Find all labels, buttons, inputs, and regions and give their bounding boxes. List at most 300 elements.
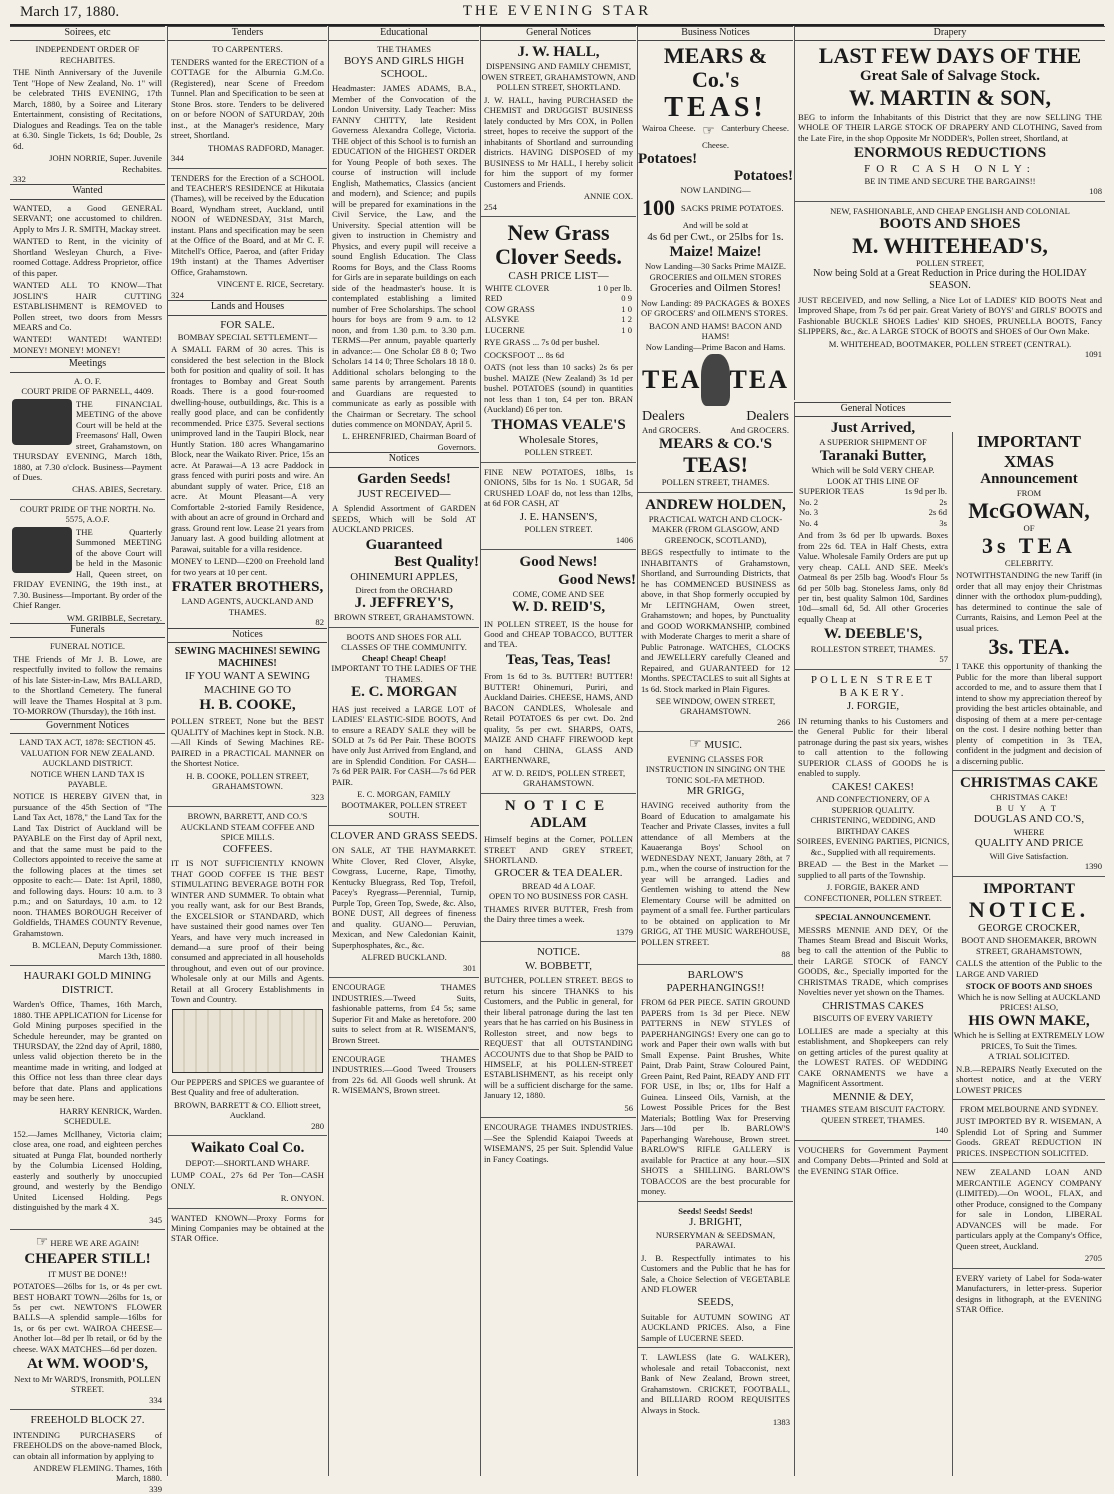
ad-number: 324 <box>171 289 184 300</box>
ad-headline: Potatoes! <box>638 150 698 167</box>
grocers-row <box>642 425 789 435</box>
ad-signature: L. EHRENFRIED, Chairman Board of Governors. <box>342 431 476 452</box>
ad-heading: COME, COME AND SEE <box>512 588 605 599</box>
section-header: Funerals <box>10 623 165 638</box>
ad-heading: LOOK AT THIS LINE OF <box>827 475 919 486</box>
ad-body: VOUCHERS for Government Payment and Company Debts—Printed and Sold at the EVENING STAR Office. <box>798 1144 948 1176</box>
pointing-hand-icon: ☞ <box>35 1235 49 1251</box>
ad-heading: W. BOBBETT, <box>525 959 592 972</box>
ad-body: FROM 6d PER PIECE. SATIN GROUND PAPERS from 1s 3d per Piece. NEW PATTERNS in NEW STYLES of PAPERHANGINGS! Every one can go to work and Paper their own walls with but Small Expense. Paint Brushes, White Paint, Drab Paint, Straw Coloured Paint, Green Paint, Red Paint, READY AND FIT FOR USE, in lbs; or, 1lbs for Half a Guinea. Linseed Oils, Varnish, at the Lowest Possible Prices for the Best Materials; Bottling Wax for Preserving Jars—10d per lb. BARLOW'S Paperhanging Warehouse, Brown street. BARLOW'S RIFLE GALLERY is available for Practice at any hour.—SIX SHOTS a SHILLING. BARLOW'S TOBACCOS are the best procurable for money. <box>641 997 790 1197</box>
ad-number: 140 <box>935 1125 948 1136</box>
ad-heading: QUALITY AND PRICE <box>974 837 1084 850</box>
ad-number: 1379 <box>615 926 633 937</box>
section-header: Wanted <box>10 184 165 199</box>
ad-heading: CAKES! CAKES! <box>831 780 915 793</box>
ad-headline: Garden Seeds! <box>357 470 451 487</box>
ad-heading: Which will be Sold VERY CHEAP. <box>811 465 935 476</box>
ad-number: 334 <box>149 1394 162 1405</box>
ad-text: And GROCERS. <box>642 425 701 436</box>
ad-headline: Maize! Maize! <box>669 243 762 260</box>
ad-heading: CELEBRITY. <box>1004 557 1054 568</box>
ad-body: CALLS the attention of the Public to the LARGE AND VARIED <box>956 958 1102 979</box>
ad-signature: WM. GRIBBLE, Secretary. <box>66 612 162 623</box>
ad-heading: THAMES STEAM BISCUIT FACTORY. QUEEN STREET, THAMES. <box>800 1104 946 1125</box>
ad-heading: TO CARPENTERS. <box>212 44 283 55</box>
ad-headline: W. MARTIN & SON, <box>849 84 1051 110</box>
ad-heading: DISPENSING AND FAMILY CHEMIST, OWEN STREET, GRAHAMSTOWN, AND POLLEN STREET, SHORTLAND. <box>481 61 636 93</box>
ad-headline: 3s. TEA. <box>988 634 1070 660</box>
ad-headline: H. B. COOKE, <box>199 697 296 714</box>
ad-body: BEGS respectfully to intimate to the INHABITANTS of Grahamstown, Shortland, and Surrounding Districts, that he has COMMENCED BUSINESS as above, in that Shop formerly occupied by Mr LEITNGHAM, Owen street, Grahamstown; and hopes, by Punctuality and GOOD WORKMANSHIP, combined with Moderate Charges to merit a share of Public Patronage. WATCHES, CLOCKS and JEWELLERY carefully Cleaned and Repaired, and GUARANTEED for 12 Months. SPECTACLES to suit all Sights at 1s 6d. Stock marked in Plain Figures. <box>641 547 791 694</box>
ad-headline: Best Quality! <box>394 553 479 570</box>
ad-heading: MENNIE & DEY, <box>832 1090 914 1103</box>
ad-headline: Good News! <box>558 571 636 588</box>
ad-heading: J. FORGIE, <box>846 700 900 713</box>
ad-text: Canterbury Cheese. <box>721 123 789 134</box>
tea-price-list <box>795 486 951 528</box>
section-header: Meetings <box>10 357 165 372</box>
ad-body: Our PEPPERS and SPICES we guarantee of Best Quality and free of adulteration. <box>171 1076 324 1098</box>
ad-headline: McGOWAN, <box>968 497 1090 523</box>
ad-body: NEW ZEALAND LOAN AND MERCANTILE AGENCY COMPANY (LIMITED).—On WOOL, FLAX, and other Produce, consigned to the Company for sale in London, LIBERAL ADVANCES will be made. For particulars apply at the Company's Office, Queen street, Auckland. <box>956 1167 1102 1251</box>
ad-body: LOLLIES are made a specialty at this establishment, and Shopkeepers can rely on getting articles of the purest quality at the LOWEST RATES. OF WEDDING CAKE ORNAMENTS we have a Magnificent Assortment. <box>798 1025 948 1089</box>
ad-heading: SPECIAL ANNOUNCEMENT. <box>815 912 931 923</box>
ad-signature: ALFRED BUCKLAND. <box>361 952 447 963</box>
ad-body: ENCOURAGE THAMES INDUSTRIES.—Good Tweed Trousers from 22s 6d. All Goods well shrunk. At R. WISEMAN'S, Brown street. <box>332 1053 476 1096</box>
ad-headline: MEARS & Co.'s <box>663 43 768 93</box>
ad-body: ENCOURAGE THAMES INDUSTRIES.—Tweed Suits, fashionable patterns, from £4 5s; same Superior Fit and Make as heretofore. 200 suits to select from at R. WISEMAN'S, Brown Street. <box>332 982 476 1045</box>
ad-heading: BOOT AND SHOEMAKER, BROWN STREET, GRAHAMSTOWN, <box>961 935 1097 956</box>
ad-number: 266 <box>777 716 790 727</box>
ad-headline: MEARS & CO.'S <box>659 435 772 452</box>
section-header: Notices <box>168 628 327 643</box>
ad-headline: IMPORTANT <box>983 880 1075 897</box>
ad-body: JUST RECEIVED, and now Selling, a Nice Lot of LADIES' KID BOOTS Neat and Improved Shape, from 7s 6d per pair. Great Variety of BOYS' and GIRLS' BOOTS and Fashionable BUCKLE SHOES Ladies' KID SHOES, PRUNELLA BOOTS, Fancy SLIPPERS, &c., &c. A LARGE STOCK of BOOTS and SHOES of Our Own Make. <box>798 294 1102 337</box>
ad-text: And will be sold at <box>682 220 749 231</box>
ad-number: 1383 <box>772 1417 790 1428</box>
ad-heading: J. BRIGHT, <box>689 1216 742 1229</box>
ad-body: LUMP COAL, 27s 6d Per Ton—CASH ONLY. <box>171 1170 324 1191</box>
ad-heading: IT MUST BE DONE!! <box>48 1268 127 1279</box>
ad-heading: Wholesale Stores, <box>518 434 599 447</box>
ad-heading: Direct from the ORCHARD <box>355 584 453 595</box>
ad-headline: FRATER BROTHERS, <box>171 579 324 596</box>
ad-headline: CHRISTMAS CAKE <box>960 775 1098 792</box>
ad-body: NOTWITHSTANDING the new Tariff (in order that all may enjoy their Christmas dinner with the orthodox plum-pudding), has determined to continue the sale of Currants, Raisins, and Lemon Peel at the usual prices. <box>956 570 1102 633</box>
ad-headline: LAST FEW DAYS OF THE <box>818 43 1082 69</box>
ad-headline: Potatoes! <box>733 168 793 185</box>
ad-body: OATS (not less than 10 sacks) 2s 6s per bushel. MAIZE (New Zealand) 3s 1d per bushel. POTATOES (sound) in quantities not less than 1 ton, £4 per ton. BRAN (Auckland) £6 per ton. <box>484 362 633 415</box>
ad-heading: ROLLESTON STREET, THAMES. <box>810 643 936 654</box>
section-header: General Notices <box>795 402 951 417</box>
ad-headline: ENORMOUS REDUCTIONS <box>853 145 1047 162</box>
ad-body: BREAD — the Best in the Market — supplied to all parts of the Township. <box>798 859 948 880</box>
ad-headline: BOOTS AND SHOES <box>879 216 1021 233</box>
issue-date: March 17, 1880. <box>20 4 120 20</box>
ad-heading: COURT PRIDE OF PARNELL, 4409. <box>21 386 154 397</box>
ad-heading: POLLEN STREET, THAMES. <box>661 477 770 488</box>
ad-heading: NOTICE WHEN LAND TAX IS PAYABLE. <box>30 768 145 789</box>
ad-heading: FROM <box>1016 488 1042 499</box>
ad-heading: DEPOT:—SHORTLAND WHARF. <box>185 1157 310 1168</box>
column-5 <box>637 26 793 1476</box>
ad-text: And GROCERS. <box>730 425 789 436</box>
ad-headline: J. JEFFREY'S, <box>354 595 454 612</box>
ad-heading: BISCUITS OF EVERY VARIETY <box>813 1013 933 1024</box>
ad-body: J. W. HALL, having PURCHASED the CHEMIST and DRUGGIST BUSINESS lately conducted by Mrs COX, in Pollen street, hopes to receive the support of the inhabitants of Shortland and surrounding districts. HAVING DISPOSED of my BUSINESS to Mr HALL, I hereby solicit for him the support of my former Customers and Friends. <box>484 94 633 189</box>
list-item: No. 2 2s <box>799 496 947 507</box>
ad-heading: DOUGLAS AND CO.'S, <box>973 813 1085 826</box>
ad-body: HAVING received authority from the Board of Education to amalgamate his Teacher and Private Classes, invites a full attendance of all Members at the Kauaeranga Boys' School on WEDNESDAY NEXT, January 28th, at 7 p.m., when the course of instruction for the year will be arranged. Ladies and Gentlemen wishing to attend the New Elementary Course will be admitted on payment of a small fee. Further particulars to be obtained on application to Mr GRIGG, AT THE MUSIC WAREHOUSE, POLLEN STREET. <box>641 800 790 947</box>
ad-heading: GEORGE CROCKER, <box>977 922 1081 935</box>
ad-heading: Which he is now Selling at AUCKLAND PRICES! ALSO, <box>957 991 1101 1013</box>
teapot-icon <box>701 354 729 406</box>
ad-body: POLLEN STREET, None but the BEST QUALITY of Machines kept in Stock. N.B.—All Kinds of Sewing Machines RE-PAIRED in a PRACTICAL MANNER on the Shortest Notice. <box>171 716 324 769</box>
ad-headline: W. D. REID'S, <box>511 599 606 616</box>
ad-heading: IMPORTANT TO THE LADIES OF THE THAMES. <box>331 663 477 684</box>
ad-heading: BUY AT <box>995 802 1062 813</box>
ad-body: ENCOURAGE THAMES INDUSTRIES.—See the Splendid Kaiapoi Tweeds at WISEMAN'S, 25 per Suit. Splendid Value in Fancy Coatings. <box>484 1122 633 1164</box>
ad-heading: HAURAKI GOLD MINING DISTRICT. <box>23 970 152 996</box>
ad-text: Now Landing—30 Sacks Prime MAIZE. <box>644 261 787 272</box>
ad-number: 56 <box>624 1102 633 1113</box>
ad-heading: Seeds! Seeds! Seeds! <box>678 1205 753 1216</box>
ad-number: 323 <box>311 791 324 802</box>
ad-headline: TEAS! <box>664 91 767 123</box>
ad-body: BUTCHER, POLLEN STREET. BEGS to return his sincere THANKS to his Customers, and the Public in general, for their liberal patronage during the last ten years that he has carried on his Business in Rolleston street, and now begs to REQUEST that all OUTSTANDING ACCOUNTS due to that Shop be PAID to HIMSELF, at his POLLEN-STREET ESTABLISHMENT, as his receipt only will be a sufficient discharge for the same. January 12, 1880. <box>484 975 633 1101</box>
ad-headline: 100 <box>642 194 675 220</box>
ad-heading: J. E. HANSEN'S, <box>519 510 598 523</box>
ad-heading: POLLEN STREET. <box>524 447 593 458</box>
ad-body: MONEY to LEND—£200 on Freehold land for two years at 10 per cent. <box>171 556 324 577</box>
ad-number: 1091 <box>1084 349 1102 360</box>
ad-heading: OHINEMURI APPLES, <box>350 571 458 584</box>
column-6 <box>794 402 951 1476</box>
ad-signature: JOHN NORRIE, Super. Juvenile Rechabites. <box>49 153 162 174</box>
ad-body: THE Ninth Anniversary of the Juvenile Tent "Hope of New Zealand, No. 1" will be celebrated THIS EVENING, 17th March, 1880, by a Soiree and Literary Entertainment, consisting of Recitations, Dialogues and Readings. Tea on the table at 6.30. Single Tickets, 1s 6d; Double, 2s 6d. <box>13 67 162 151</box>
ad-headline: ANDREW HOLDEN, <box>645 496 786 513</box>
ad-headline: HIS OWN MAKE, <box>968 1012 1090 1029</box>
ad-heading: COURT PRIDE OF THE NORTH. No. 5575, A.O.F. <box>19 503 156 525</box>
ad-heading: CHRISTMAS CAKES <box>822 999 924 1012</box>
ad-body: Suitable for AUTUMN SOWING AT AUCKLAND PRICES. Also, a Fine Sample of LUCERNE SEED. <box>641 1311 790 1343</box>
ad-signature: B. MCLEAN, Deputy Commissioner. March 13th, 1880. <box>32 940 162 961</box>
ad-heading: A TRIAL SOLICITED. <box>988 1051 1070 1062</box>
ad-number: 82 <box>315 617 324 628</box>
ad-number: 108 <box>1089 186 1102 197</box>
ad-heading: OPEN TO NO BUSINESS FOR CASH. <box>488 891 629 902</box>
ad-heading <box>638 736 793 753</box>
ad-heading: CHRISTENING, WEDDING, AND BIRTHDAY CAKES <box>810 815 936 836</box>
ad-heading: POLLEN STREET, <box>915 257 985 268</box>
ad-heading: H. B. COOKE, POLLEN STREET, GRAHAMSTOWN. <box>186 770 309 792</box>
ad-number: 344 <box>171 153 184 164</box>
ad-body: WANTED ALL TO KNOW—That JOSLIN'S HAIR CUTTING ESTABLISHMENT is REMOVED to Pollen street, two doors from Messrs MEARS and Co. <box>13 280 162 332</box>
ad-body: 152.—James McIlhaney, Victoria claim; close area, one road, and eighteen perches situated at Punga Flat, bounded northerly by the Columbia Licensed Holding, easterly and southerly by unoccupied ground, and westerly by the Bendigo United Licensed Holding. Pegs distinguished by the mark 4 X. <box>13 1128 162 1213</box>
ad-headline: Clover Seeds. <box>495 244 622 270</box>
ad-body: Now Landing: 89 PACKAGES & BOXES OF GROCERS' and OILMEN'S STORES. <box>641 297 790 319</box>
ad-heading: SEEDS, <box>697 1296 734 1309</box>
ad-heading: NURSERYMAN & SEEDSMAN, PARAWAI. <box>655 1229 776 1251</box>
ad-text: Wairoa Cheese. <box>642 123 696 134</box>
pointing-hand-icon: ☞ <box>689 737 702 753</box>
section-header: Soirees, etc <box>10 26 165 41</box>
ad-headline: Taranaki Butter, <box>819 447 927 464</box>
ad-headline: Announcement <box>980 471 1078 488</box>
ad-headline: Just Arrived, <box>830 420 916 437</box>
cheese-row <box>642 123 789 140</box>
ad-heading: A SUPERIOR SHIPMENT OF <box>819 437 927 448</box>
ad-signature: VINCENT E. RICE, Secretary. <box>216 279 324 290</box>
ad-heading: BACON AND HAMS! BACON AND HAMS! <box>649 320 782 342</box>
ad-body: WANTED, a Good GENERAL SERVANT; one accustomed to children. Apply to Mrs J. R. SMITH, Mackay street. <box>13 202 162 234</box>
ad-body: Headmaster: JAMES ADAMS, B.A., Member of the Convocation of the London University. Lady Teacher: Miss FANNY CHITTY, late Resident Governess Alexandra College, Victoria. THE object of this School is to furnish an EDUCATION of the HIGHEST ORDER for Young People of both sexes. The course of instruction will include English, Mathematics, Classics (ancient and modern), and Science; and pupils will be prepared for examinations in the Civil Service, the Law, and the University. Special attention will be given to instruction in Chemistry and Physics, and every pupil will receive a sound English Education. The Class Rooms for Boys, and the Class Rooms for Girls are in separate buildings on each side of the headmaster's house. It is contemplated establishing a limited number of Free Scholarships. The school hours for boys are from 9 a.m. to 12 noon, and from 1.30 p.m. to 3.30 p.m. TERMS—Per annum, payable quarterly in advance:— One Scholar £8 8 0; Two Scholars 14 14 0; Three Scholars 18 18 0. Additional scholars belonging to the same parents by arrangement. Parents and Guardians are requested to communicate as early as possible with the Chairman or Secretary. The school duties commence on MONDAY, April 5. <box>332 83 476 429</box>
ad-heading: OF <box>1023 523 1035 534</box>
section-header: Notices <box>329 452 479 467</box>
ad-heading: BOOTS AND SHOES FOR ALL CLASSES OF THE COMMUNITY. <box>341 631 467 653</box>
ad-heading: LAND AGENTS, AUCKLAND AND THAMES. <box>181 596 314 617</box>
ad-text: Dealers <box>746 409 789 425</box>
ad-signature: E. C. MORGAN, FAMILY BOOTMAKER, POLLEN STREET SOUTH. <box>341 789 467 821</box>
ad-body: A SMALL FARM of 30 acres. This is considered the best selection in the Block both for position and quality of soil. It has frontages to Bombay and Great South Roads. There is a good four-roomed dwelling-house, outbuildings, &c. This is a really good place, and can be confidently recommended. Price £375. Several sections unimproved land in the Taupiri Block, near Huntly Station. 180 acres Whangamarino Block, near the Waikato River. Price, 15s an acre. At Parawai—A 13 acre Paddock in grass fenced with puriri posts and wire. An abundant supply of water. Price, £18 an acre. At Mount Pleasant—A very Comfortable 2-storied Family Residence, with about an acre of ground in Orchard and grass. Ground rent low. Lease 21 years from January last. A good building allotment at Parawai, suitable for a villa residence. <box>171 344 324 554</box>
ad-number: 301 <box>463 962 476 973</box>
list-item: No. 4 3s <box>799 517 947 528</box>
ad-body: WANTED KNOWN—Proxy Forms for Mining Companies may be obtained at the STAR Office. <box>171 1212 324 1244</box>
ad-heading: THE THAMES <box>376 44 432 55</box>
column-1 <box>10 26 165 1494</box>
ad-body: MESSRS MENNIE AND DEY, Of the Thames Steam Bread and Biscuit Works, beg to call the attention of the Public to their LARGE STOCK of FANCY GOODS, &c., Specially imported for the CHRISTMAS TRADE, which comprises Novelties never yet shown on the Thames. <box>798 924 948 998</box>
ad-headline: TEA <box>729 365 789 395</box>
ad-body: RYE GRASS ... 7s 0d per bushel. <box>484 337 600 348</box>
ad-heading-text: HERE WE ARE AGAIN! <box>50 1238 140 1249</box>
ad-body: BEG to inform the Inhabitants of this District that they are now SELLING THE WHOLE OF THEIR LARGE STOCK OF DRAPERY AND CLOTHING, Saved from the Late Fire, in the shop Opposite Mr NODDER's, Pollen street, Shortland, at <box>798 111 1102 143</box>
ad-number: 1406 <box>615 534 633 545</box>
section-header: Educational <box>329 26 479 41</box>
paper-title: THE EVENING STAR <box>462 3 652 19</box>
ad-heading: BROWN STREET, GRAHAMSTOWN. <box>333 612 475 623</box>
ad-number: 345 <box>149 1214 162 1225</box>
ad-signature: ANDREW FLEMING. Thames, 16th March, 1880. <box>33 1462 162 1484</box>
drapery-section <box>794 26 1105 400</box>
ad-body: INTENDING PURCHASERS of FREEHOLDS on the above-named Block, can obtain all information by applying to <box>13 1429 162 1461</box>
ad-heading: BOMBAY SPECIAL SETTLEMENT— <box>177 331 318 342</box>
ad-heading: JUST RECEIVED— <box>357 487 451 500</box>
list-item: COW GRASS 1 0 <box>485 303 632 314</box>
forester-emblem-icon <box>12 527 72 573</box>
ad-body: T. LAWLESS (late G. WALKER), wholesale and retail Tobacconist, next Bank of New Zealand, Brown street, Grahamstown. CRICKET, FOOTBALL, and BILLIARD ROOM REQUISITES Always in Stock. <box>641 1352 790 1415</box>
ad-headline: Guaranteed <box>365 536 443 553</box>
column-2 <box>167 26 327 1476</box>
ad-signature: AT W. D. REID'S, POLLEN STREET, GRAHAMSTOWN. <box>491 767 626 789</box>
ad-headline: THOMAS VEALE'S <box>491 416 626 433</box>
ad-heading: PRACTICAL WATCH AND CLOCK-MAKER (FROM GLASGOW, AND GREENOCK, SCOTLAND), <box>648 513 783 545</box>
ad-text: Dealers <box>642 409 685 425</box>
ad-number: 280 <box>311 1120 324 1131</box>
section-header: Business Notices <box>638 26 793 41</box>
ad-heading: FROM MELBOURNE AND SYDNEY. <box>959 1103 1099 1114</box>
masthead <box>10 0 1104 26</box>
ad-heading: BOYS AND GIRLS HIGH SCHOOL. <box>343 54 465 81</box>
ad-number: 2705 <box>1084 1253 1102 1264</box>
ad-heading: Now being Sold at a Great Reduction in Price during the HOLIDAY SEASON. <box>813 268 1087 292</box>
ad-signature: HARRY KENRICK, Warden. <box>59 1105 162 1116</box>
ad-body: COCKSFOOT ... 8s 6d <box>484 349 565 360</box>
ad-number: 254 <box>484 201 497 212</box>
list-item: LUCERNE 1 0 <box>485 324 632 335</box>
pointing-hand-icon: ☞ <box>702 124 715 140</box>
tea-banner <box>642 354 789 406</box>
ad-heading: POLLEN STREET BAKERY. <box>810 673 936 700</box>
ad-heading: FREEHOLD BLOCK 27. <box>30 1414 145 1427</box>
list-item: RED 0 9 <box>485 293 632 304</box>
ad-body: Himself begins at the Corner, POLLEN STREET AND GREY STREET, SHORTLAND. <box>484 834 633 865</box>
ad-heading: AUCKLAND DISTRICT. <box>42 758 133 769</box>
ad-heading-text: MUSIC. <box>704 739 742 752</box>
section-header: Drapery <box>795 26 1105 41</box>
ad-heading: STOCK OF BOOTS AND SHOES <box>965 981 1093 992</box>
ad-heading: GROCERIES and OILMEN STORES <box>649 271 782 282</box>
ad-body: J. B. Respectfully intimates to his Customers and the Public that he has for Sale, a Choice Selection of VEGETABLE AND FLOWER <box>641 1252 790 1294</box>
ad-body: ON SALE, AT THE HAYMARKET. White Clover, Red Clover, Alsyke, Cowgrass, Lucerne, Rape, Timothy, Kentucky Bluegrass, Red Top, Trefoil, Pacey's Ryegrass—Perennial, Turnip, Purple Top, Green Top, Swede, &c. Also, BONE DUST, All degrees of fineness and quality. GUANO— Peruvian, Mexican, and New Caledonian Kainit, Superphosphates, &c., &c. <box>332 845 476 950</box>
ad-body: A Splendid Assortment of GARDEN SEEDS, Which will be Sold AT AUCKLAND PRICES. <box>332 503 476 535</box>
ad-heading: MR GRIGG, <box>686 784 745 797</box>
ad-number: 332 <box>13 174 26 184</box>
forester-emblem-icon <box>12 399 72 445</box>
dealers-row <box>642 408 789 425</box>
ad-body: From 1s 6d to 3s. BUTTER! BUTTER! BUTTER! Ohinemuri, Puriri, and Auckland Dairies. CHEESE, HAMS, AND BACON CANDLES, Wholesale and Retail POTATOES 6s per cwt. Do. 2nd quality, 5s per cwt. SHARPS, OATS, MAIZE AND CHAFF FIREWOOD kept on hand CHINA, GLASS AND EARTHENWARE, <box>484 671 633 766</box>
ad-headline: 3s TEA <box>982 532 1076 558</box>
ad-heading: WHERE <box>1013 826 1045 837</box>
ad-number: 339 <box>149 1483 162 1494</box>
ad-text: Now Landing—Prime Bacon and Hams. <box>645 341 786 352</box>
ad-headline: IMPORTANT XMAS <box>977 432 1081 471</box>
ad-heading: Next to Mr WARD'S, Ironsmith, POLLEN STREET. <box>14 1373 161 1395</box>
ad-body: IT IS NOT SUFFICIENTLY KNOWN THAT GOOD COFFEE IS THE BEST STIMULATING BEVERAGE BOTH FOR WINTER AND SUMMER. To obtain what you really want, ask for our Best Brands, the EXCELSIOR or STANDARD, which have sustained their good names over Ten Years, and have very much increased in demand—a sure proof of their being consumed and appreciated in all households throughout, and even out of our province. Wholesale only at our Mills and Agents. Retail at all Grocery Establishments in Town and Country. <box>171 858 324 1005</box>
list-item: WHITE CLOVER 1 0 per lb. <box>485 283 632 293</box>
ad-headline: NOTICE. <box>968 896 1090 922</box>
ad-signature: CHAS. ABIES, Secretary. <box>72 484 162 495</box>
ad-body: THE Friends of Mr J. B. Lowe, are respectfully invited to follow the remains of his late Sister-in-Law, Mrs BALLARD, to the Shortland Cemetery. The funeral will leave the Thames Hospital at 3 p.m. TO-MORROW (Thursday), the 16th inst. <box>13 653 162 717</box>
ad-heading: GROCER & TEA DEALER. <box>494 867 623 880</box>
ad-signature: ANNIE COX. <box>583 191 633 202</box>
ad-body: WANTED to Rent, in the vicinity of Shortland Wesleyan Church, a Five-roomed Cottage. Address Proprietor, office of this paper. <box>13 236 162 278</box>
ad-body: N.B.—REPAIRS Neatly Executed on the shortest notice, and at the VERY LOWEST PRICES <box>956 1063 1102 1095</box>
list-item: ALSYKE 1 2 <box>485 314 632 325</box>
ad-body: IN returning thanks to his Customers and the General Public for their liberal patronage during the past six years, wishes to call attention to the following SUPERIOR CLASS of GOODS he is enabled to supply. <box>798 715 948 779</box>
ad-headline: E. C. MORGAN <box>351 684 457 701</box>
section-header: Tenders <box>168 26 327 41</box>
ad-body: THE FINANCIAL MEETING of the above Court will be held at the Freemasons' Hall, Owen street, Grahamstown, on THURSDAY EVENING, March 18th, 1880, at 7.30 o'clock. Business—Payment of Dues. <box>13 398 162 482</box>
column-4 <box>480 26 636 1476</box>
ad-body: And from 3s 6d per lb upwards. Boxes from 22s 6d. TEA in Half Chests, extra Value. Wholesale Family Orders are put up very cheap. CALL AND SEE. Meek's Oatmeal 8s per 25lb bag. Wood's Flour 5s 6d per 50lb bag. Stoneless Jams, only 8d per tin, best quality Salmon 10d, Sardines 10d—small 6d, 5d. All other Groceries equally Cheap at <box>798 530 948 624</box>
ad-headline: At WM. WOOD'S, <box>26 1356 149 1373</box>
section-header: Government Notices <box>10 719 165 734</box>
ad-headline: Good News! <box>519 554 598 571</box>
column-3 <box>328 26 479 1476</box>
ad-body: HAS just received a LARGE LOT of LADIES' ELASTIC-SIDE BOOTS, And to ensure a READY SALE they will be SOLD at 7s 6d Per Pair. These BOOTS have only Just Arrived from England, and are in Splendid Condition. For CASH—7s 6d PER PAIR. For CASH—7s 6d PER PAIR. <box>332 703 476 787</box>
ad-headline: TEAS! <box>683 451 748 477</box>
ad-heading: INDEPENDENT ORDER OF <box>35 44 140 55</box>
ad-headline: NOTICE <box>504 797 613 814</box>
ad-heading: NEW, FASHIONABLE, AND CHEAP ENGLISH AND COLONIAL <box>830 205 1070 216</box>
ad-heading: PAPERHANGINGS!! <box>666 982 765 995</box>
ad-number: 88 <box>781 949 790 960</box>
ad-heading: FUNERAL NOTICE. <box>49 641 126 652</box>
ad-heading: VALUATION FOR NEW ZEALAND. <box>20 747 155 758</box>
ad-headline: New Grass <box>507 220 610 246</box>
ad-headline: J. W. HALL, <box>517 44 600 61</box>
ad-body: FINE NEW POTATOES, 18lbs, 1s ONIONS, 5lbs for 1s No. 1 SUGAR, 5d CRUSHED LOAF do, not less than 12lbs, at 6d FOR CASH, AT <box>484 466 633 509</box>
ad-signature: SEE WINDOW, OWEN STREET, GRAHAMSTOWN. <box>655 696 776 717</box>
ad-heading: NOTICE. <box>536 946 581 959</box>
ad-headline: ADLAM <box>530 814 587 831</box>
ad-heading: IF YOU WANT A SEWING MACHINE GO TO <box>184 670 311 696</box>
ad-heading: BE IN TIME AND SECURE THE BARGAINS!! <box>864 175 1036 186</box>
ad-heading: CHRISTMAS CAKE! <box>990 792 1068 803</box>
ad-heading: EVENING CLASSES FOR INSTRUCTION IN SINGING ON THE TONIC SOL-FA METHOD. <box>645 753 786 785</box>
ad-body: IN POLLEN STREET, IS the house for Good and CHEAP TOBACCO, BUTTER and TEA. <box>484 618 633 650</box>
ad-heading: AND CONFECTIONERY, OF A SUPERIOR QUALITY. <box>816 794 930 815</box>
ad-headline: W. DEEBLE'S, <box>823 626 923 643</box>
list-item: No. 3 2s 6d <box>799 507 947 518</box>
ad-body: TENDERS wanted for the ERECTION of a COTTAGE for the Alburnia G.M.Co. (Registered), near Scene of Freedom Tunnel. Plan and Specification to be seen at Stone Bros. store. Tenders to be delivered on or before NOON of SATURDAY, 20th inst., at the Manager's residence, Mary street, Shortland. <box>171 56 324 141</box>
ad-body: EVERY variety of Label for Soda-water Manufacturers, in letter-press. Superior designs in lithograph, at the EVENING STAR Office. <box>956 1272 1102 1315</box>
ad-heading: Groceries and Oilmen Stores! <box>649 282 782 295</box>
ad-heading: BARLOW'S <box>687 968 744 981</box>
ad-signature: BROWN, BARRETT & CO. Elliott street, Auckland. <box>174 1099 321 1121</box>
ad-body: THAMES RIVER BUTTER, Fresh from the Dairy three times a week. <box>484 903 633 925</box>
ad-number: 57 <box>939 654 948 665</box>
ad-body: JUST IMPORTED BY R. WISEMAN, A Splendid Lot of Spring and Summer Goods. GREAT REDUCTION IN PRICES. INSPECTION SOLICITED. <box>956 1116 1102 1158</box>
ad-body: I TAKE this opportunity of thanking the Public for the more than liberal support accorded to me, and to assure them that I intend to show my appreciation thereof by providing the best articles obtainable, and disposing of them at a mere per-centage on the cost. I desire nothing better than plenty of competition in 3s TEA, confident in the judgment and decision of a discerning public. <box>956 661 1102 766</box>
ad-headline: M. WHITEHEAD'S, <box>852 232 1048 258</box>
ad-heading: BREAD 4d A LOAF. <box>521 880 596 891</box>
column-7 <box>952 432 1105 1476</box>
ad-heading: FOR SALE. <box>220 318 275 331</box>
ad-number: 1390 <box>1084 861 1102 872</box>
ad-heading: Will Give Satisfaction. <box>989 850 1069 861</box>
ad-text: Cheese. <box>702 140 729 151</box>
ad-heading: CLOVER AND GRASS SEEDS. <box>330 829 478 842</box>
ad-heading: NOW LANDING— <box>680 185 751 196</box>
potatoes-row <box>642 196 789 220</box>
ad-signature: R. ONYON. <box>280 1193 324 1204</box>
ad-body: TENDERS for the Erection of a SCHOOL and TEACHER'S RESIDENCE at Hikutaia (Thames), will be received by the Education Board, Wyndham street, Auckland, until NOON of WEDNESDAY, 31st March, instant. Plans and specification may be seen at the Office of the Board, and at Mr C. F. Mitchell's Office, Paeroa, and (after Friday 19th instant) at the Thames Advertiser Office, Grahamstown. <box>171 172 324 277</box>
ad-body: POTATOES—26lbs for 1s, or 4s per cwt. BEST HOBART TOWN—26lbs for 1s, or 5s per cwt. NEWTON'S FLOWER BALLS—A splendid sample—16lbs for 1s, or 6s per cwt. WAIROA CHEESE—Another lot—8d per lb retail, or 6d by the cheese. WAX MATCHES—6d per dozen. <box>13 1281 162 1354</box>
ad-body: Warden's Office, Thames, 16th March, 1880. THE APPLICATION for License for Gold Mining purposes specified in the Schedule hereunder, may be granted on THURSDAY, the 22nd day of April, 1880, unless valid objection thereto be in the meantime made in writing, and lodged at this Office not less than three clear days before that date. Plans and applications may be seen here. <box>13 999 162 1104</box>
ad-heading: BROWN, BARRETT, AND CO.'S AUCKLAND STEAM COFFEE AND SPICE MILLS. <box>180 811 315 843</box>
ad-headline: Great Sale of Salvage Stock. <box>859 68 1041 85</box>
ad-headline: SEWING MACHINES! SEWING MACHINES! <box>174 645 321 670</box>
ad-body: THE Quarterly Summoned MEETING of the above Court will be held in the Masonic Hall, Queen street, on FRIDAY EVENING, the 19th inst., at 7.30. Business—Important. By order of the Chief Ranger. <box>13 526 162 611</box>
ad-heading: A. O. F. <box>73 375 102 386</box>
ad-heading: SCHEDULE. <box>63 1116 112 1127</box>
coffee-label-illustration <box>172 1009 323 1073</box>
ad-heading <box>10 1234 165 1251</box>
ad-heading: POLLEN STREET. <box>524 524 593 535</box>
ad-body: WANTED! WANTED! WANTED! MONEY! MONEY! MONEY! <box>13 334 162 355</box>
ad-heading: CASH PRICE LIST— <box>508 269 609 282</box>
ad-heading: Which he is Selling at EXTREMELY LOW PRICES, To Suit the Times. <box>953 1030 1105 1051</box>
ad-headline: TEA <box>642 365 702 395</box>
ad-text: SACKS PRIME POTATOES. <box>681 202 784 213</box>
ad-heading: FOR CASH ONLY: <box>864 162 1036 175</box>
ad-heading: SOIREES, EVENING PARTIES, PICNICS, &c., Supplied with all requirements. <box>796 836 950 857</box>
section-header: Lands and Houses <box>168 300 327 315</box>
seed-price-list <box>481 283 636 335</box>
ad-heading: Cheap! Cheap! Cheap! <box>361 652 447 663</box>
ad-heading: LAND TAX ACT, 1878: SECTION 45. <box>19 737 156 748</box>
